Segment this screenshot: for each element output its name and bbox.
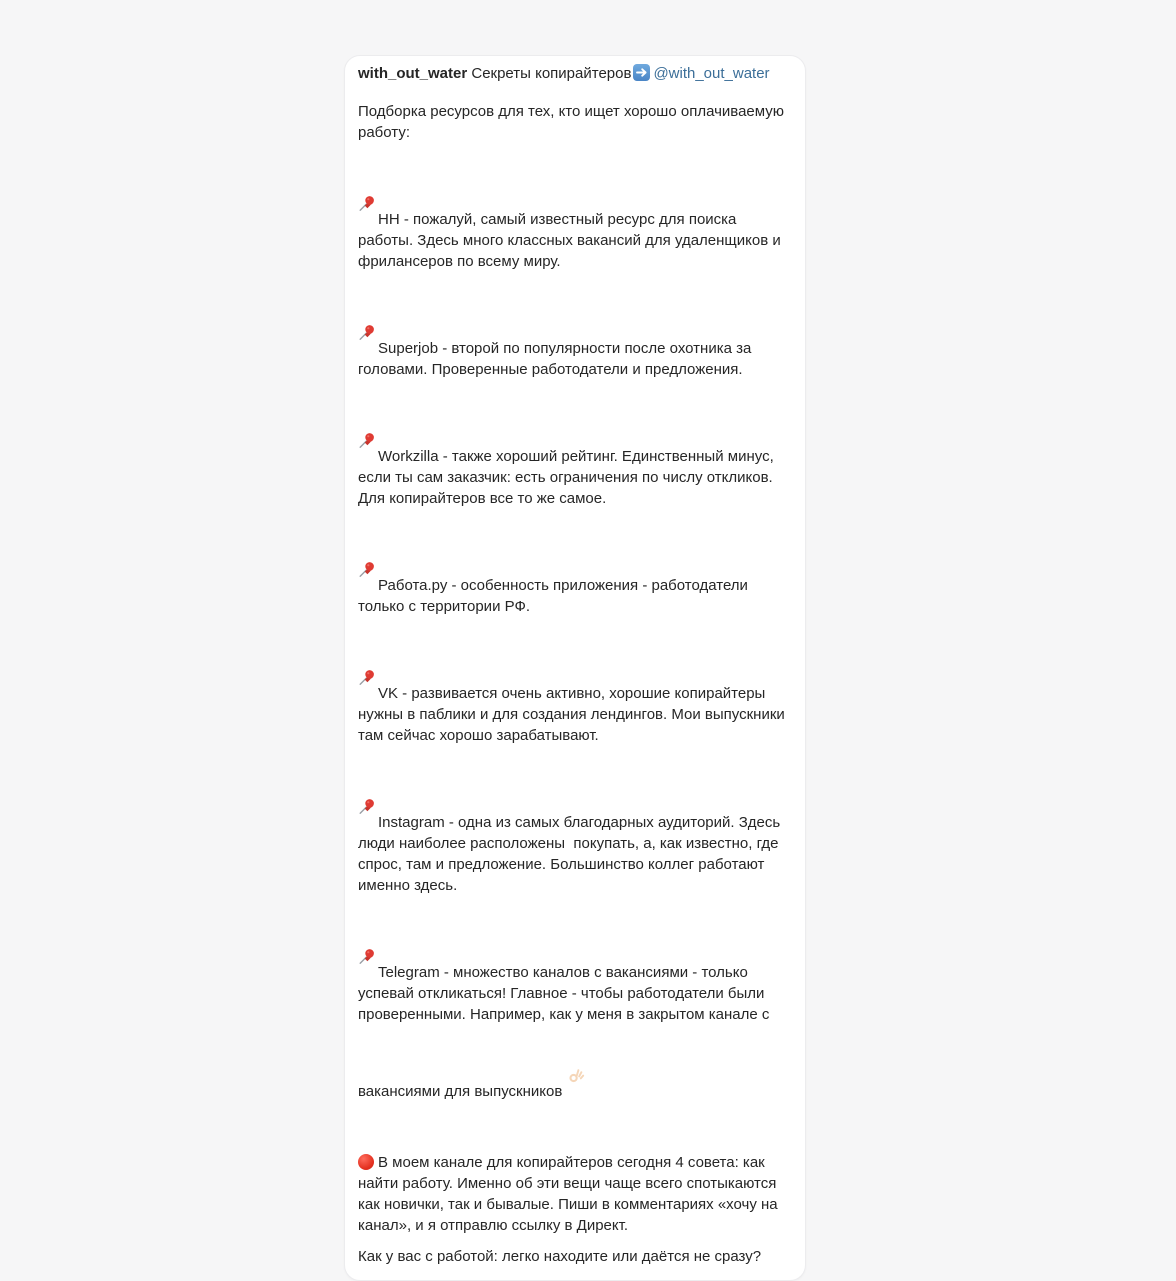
post-title: Секреты копирайтеров [467, 65, 632, 82]
post-header [358, 63, 792, 84]
ok-hand-icon [568, 1025, 585, 1042]
username[interactable]: with_out_water [358, 65, 468, 82]
items-list [358, 153, 792, 1236]
item-text: Работа.ру - особенность приложения - работодатели только с территории РФ. [358, 577, 753, 615]
resource-item [358, 627, 792, 746]
pushpin-icon [358, 390, 375, 407]
pushpin-icon [358, 756, 375, 773]
pushpin-icon [358, 153, 375, 170]
post-card [344, 55, 806, 1281]
item-text: В моем канале для копирайтеров сегодня 4 совета: как найти работу. Именно об эти вещи чаще всего спотыкаются как новички, так и бывалые. Пиши в комментариях «хочу на канал», и я отправлю ссылку в Директ. [358, 1154, 782, 1234]
pushpin-icon [358, 282, 375, 299]
intro-paragraph: Подборка ресурсов для тех, кто ищет хорошо оплачиваемую работу: [358, 103, 789, 141]
resource-item [358, 390, 792, 509]
resource-item [358, 1112, 792, 1236]
resource-item [358, 519, 792, 617]
red-circle-icon [358, 1112, 375, 1129]
item-text: НН - пожалуй, самый известный ресурс для поиска работы. Здесь много классных вакансий для удаленщиков и фрилансеров по всему миру. [358, 211, 785, 270]
right-arrow-emoji-icon [633, 64, 650, 81]
resource-item [358, 282, 792, 380]
resource-item [358, 153, 792, 272]
item-text: Telegram - множество каналов с вакансиями - только успевай откликаться! Главное - чтобы работодатели были проверенными. Например, как у меня в закрытом канале с вакансиями для выпускников [358, 964, 774, 1100]
item-text: Instagram - одна из самых благодарных аудиторий. Здесь люди наиболее расположены покупать, а, как известно, где спрос, там и предложение. Большинство коллег работают именно здесь. [358, 814, 785, 894]
closing-question: Как у вас с работой: легко находите или даётся не сразу? [358, 1248, 762, 1265]
pushpin-icon [358, 627, 375, 644]
mention-link[interactable]: @with_out_water [653, 65, 770, 82]
pushpin-icon [358, 906, 375, 923]
pushpin-icon [358, 519, 375, 536]
resource-item [358, 906, 792, 1102]
item-text: Superjob - второй по популярности после охотника за головами. Проверенные работодатели и предложения. [358, 340, 756, 378]
item-text: Workzilla - также хороший рейтинг. Единственный минус, если ты сам заказчик: есть ограничения по числу откликов. Для копирайтеров все то же самое. [358, 448, 778, 507]
resource-item [358, 756, 792, 896]
item-text: VK - развивается очень активно, хорошие копирайтеры нужны в паблики и для создания лендингов. Мои выпускники там сейчас хорошо зарабатывают. [358, 685, 789, 744]
